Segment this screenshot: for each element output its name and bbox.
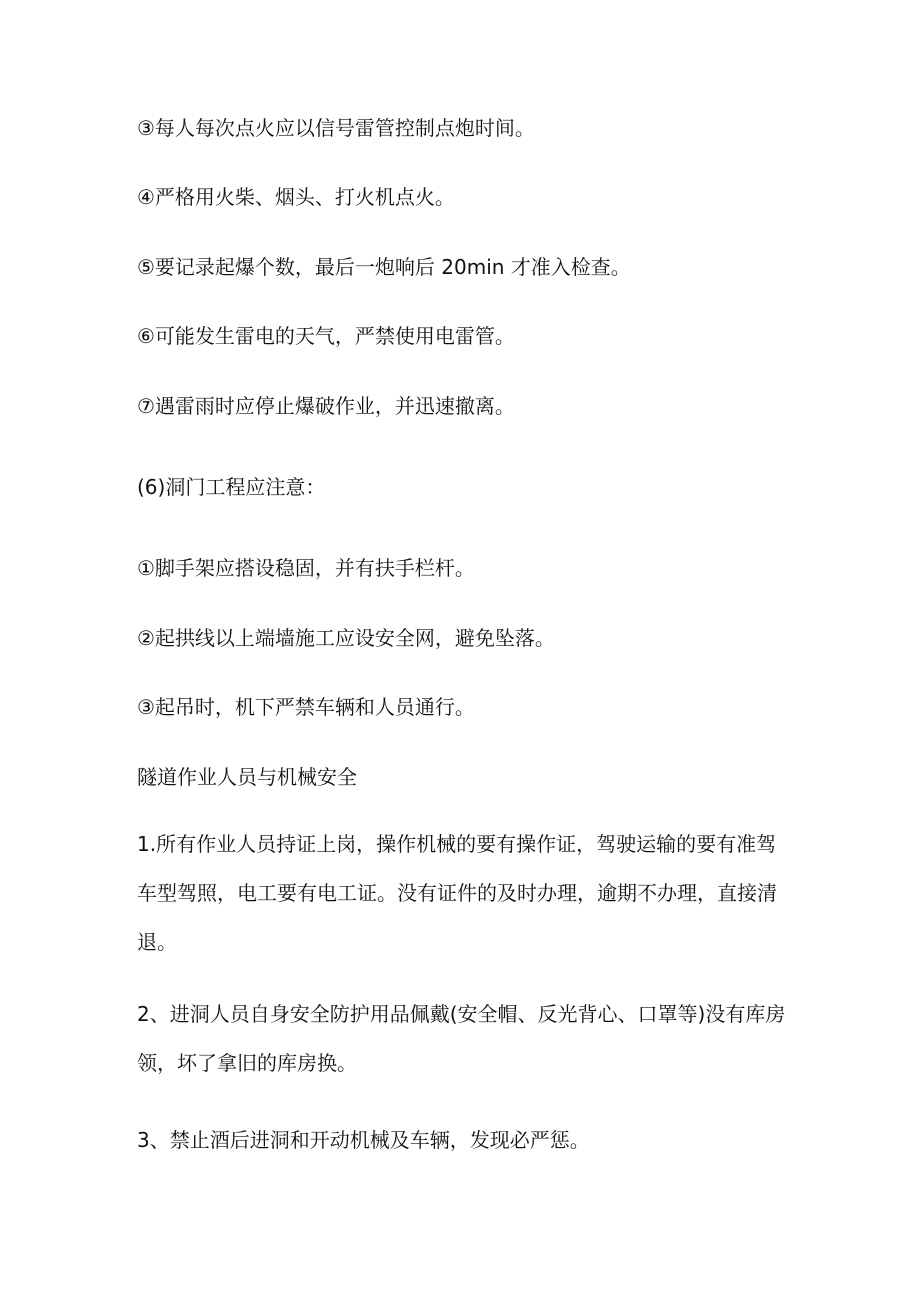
safety-rule-2: 2、进洞人员自身安全防护用品佩戴(安全帽、反光背心、口罩等)没有库房领，坏了拿旧的库房换。 xyxy=(137,1002,786,1075)
safety-rule-1: 1.所有作业人员持证上岗，操作机械的要有操作证，驾驶运输的要有准驾车型驾照，电工要有电工证。没有证件的及时办理，逾期不办理，直接清退。 xyxy=(137,832,777,954)
blasting-item-5: ⑤要记录起爆个数，最后一炮响后 20min 才准入检查。 xyxy=(137,255,631,279)
blasting-item-6: ⑥可能发生雷电的天气，严禁使用电雷管。 xyxy=(137,324,515,348)
blasting-item-4: ④严格用火柴、烟头、打火机点火。 xyxy=(137,185,455,209)
safety-rule-3: 3、禁止酒后进洞和开动机械及车辆，发现必严惩。 xyxy=(137,1128,590,1152)
blasting-item-7: ⑦遇雷雨时应停止爆破作业，并迅速撤离。 xyxy=(137,394,515,418)
safety-section-heading: 隧道作业人员与机械安全 xyxy=(137,765,357,789)
portal-item-1: ①脚手架应搭设稳固，并有扶手栏杆。 xyxy=(137,556,475,580)
portal-item-3: ③起吊时，机下严禁车辆和人员通行。 xyxy=(137,695,475,719)
portal-item-2: ②起拱线以上端墙施工应设安全网，避免坠落。 xyxy=(137,626,555,650)
blasting-item-3: ③每人每次点火应以信号雷管控制点炮时间。 xyxy=(137,116,535,140)
section-6-heading: (6)洞门工程应注意： xyxy=(137,475,326,499)
